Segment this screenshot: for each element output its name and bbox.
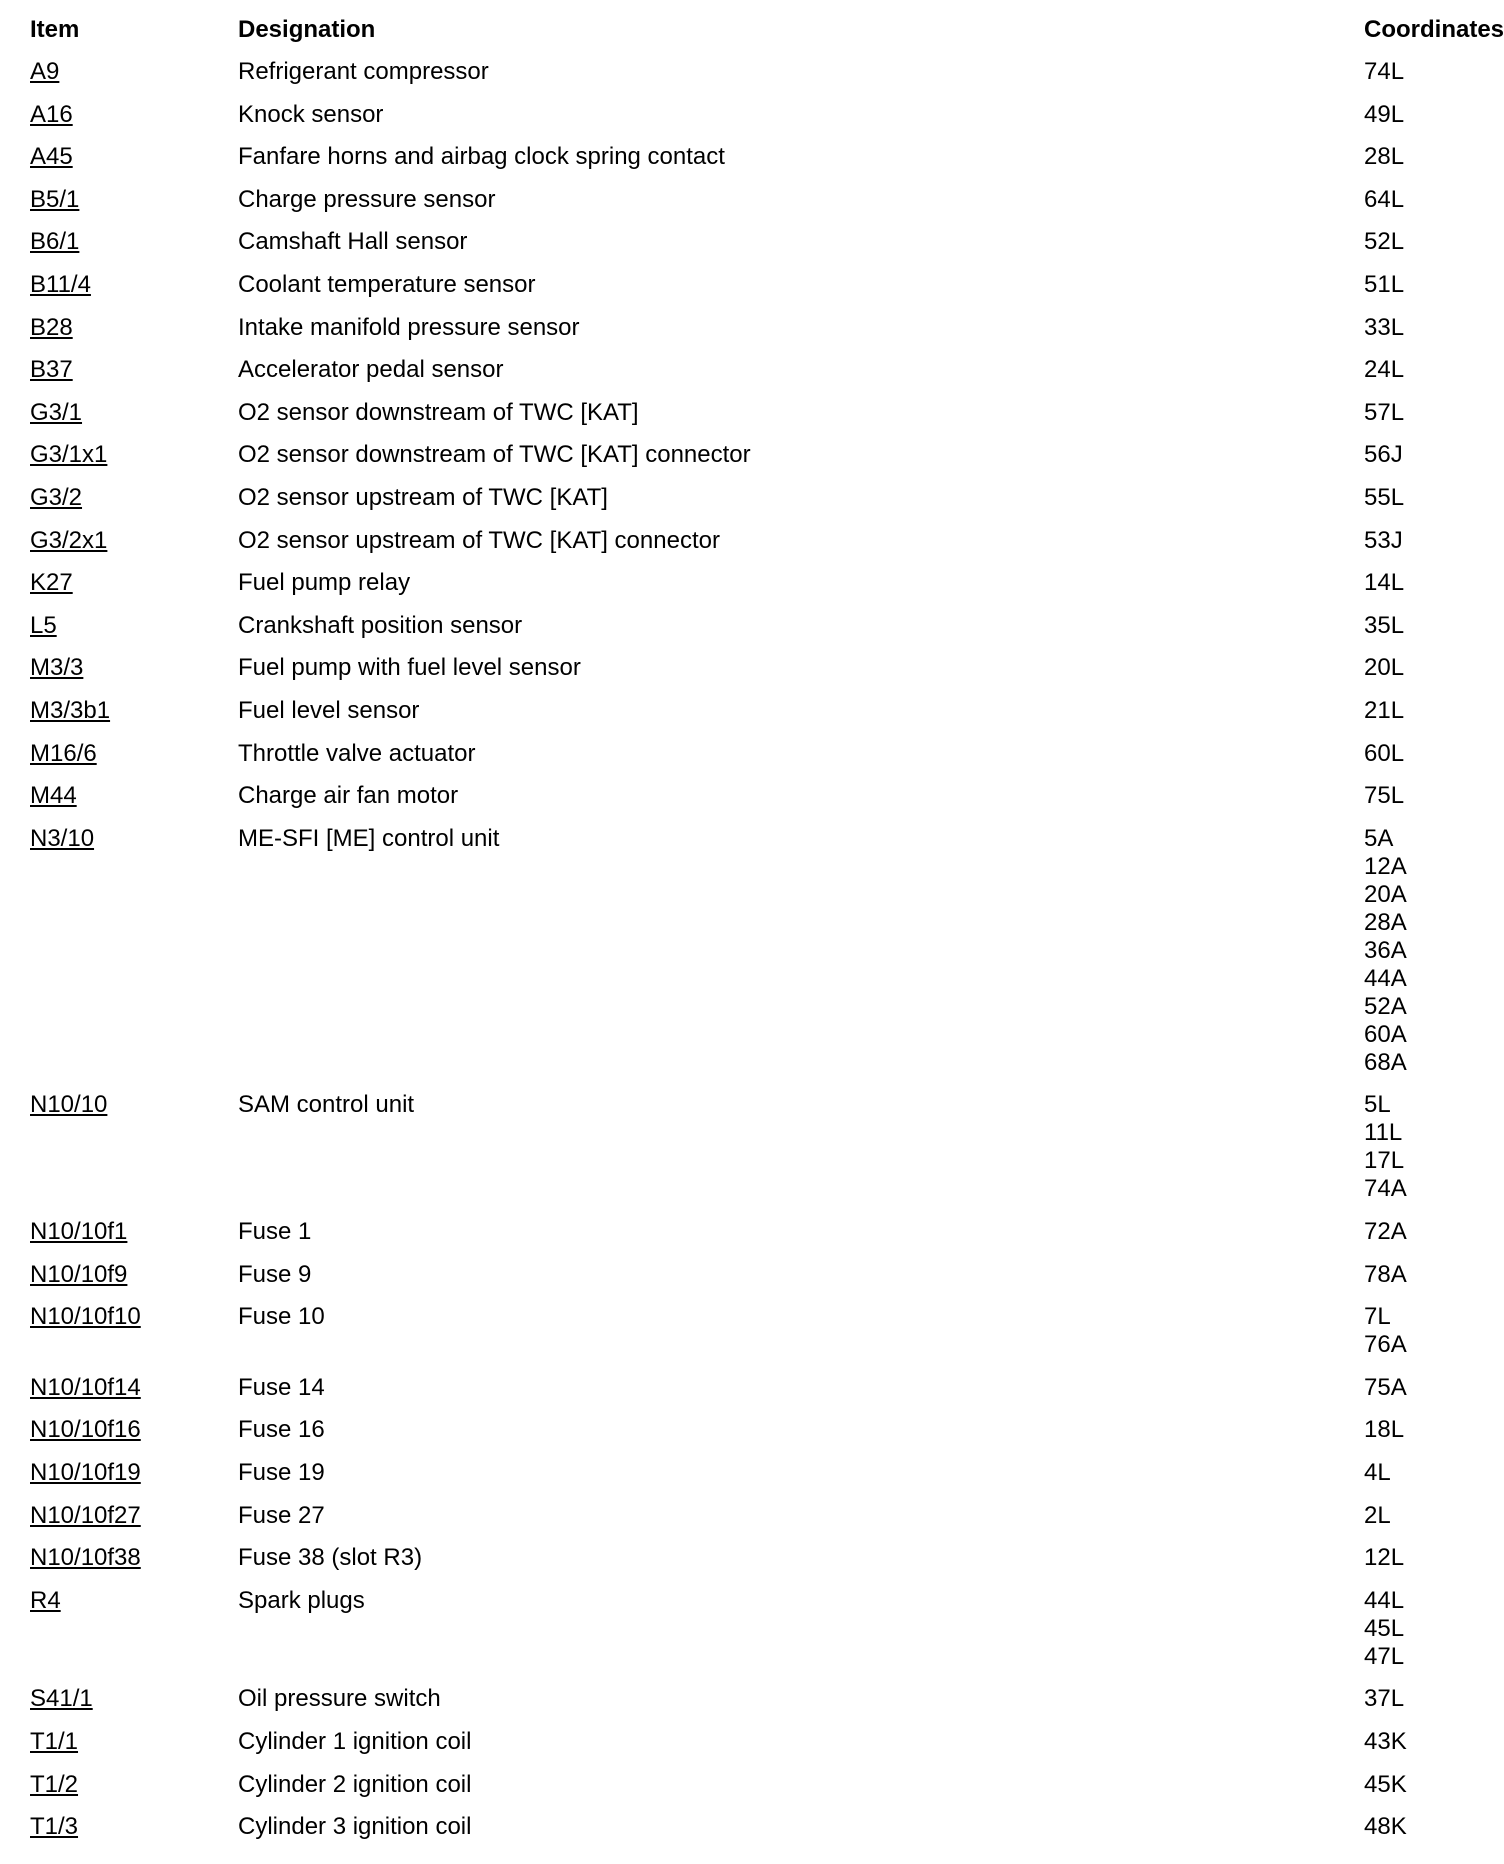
item-link[interactable]: N10/10f10 (30, 1303, 141, 1331)
coordinate-value: 44A (1364, 964, 1407, 992)
coordinate-value: 5A (1364, 824, 1394, 852)
coordinate-value: 20L (1364, 654, 1405, 682)
designation-text: Fuel pump with fuel level sensor (238, 654, 581, 682)
item-link[interactable]: R4 (30, 1586, 61, 1614)
coordinate-cell (1364, 612, 1404, 640)
designation-text: Cylinder 1 ignition coil (238, 1728, 472, 1755)
item-link[interactable]: M16/6 (30, 739, 97, 767)
coordinate-value: 64L (1364, 185, 1405, 213)
designation-text: Crankshaft position sensor (238, 611, 523, 639)
coordinate-value: 20A (1364, 880, 1407, 908)
coordinate-value: 28L (1364, 143, 1405, 171)
designation-text: O2 sensor downstream of TWC [KAT] connector (238, 441, 751, 469)
designation-text: Fuse 27 (238, 1501, 325, 1529)
coordinate-cell (1364, 697, 1404, 725)
coordinate-value: 21L (1364, 697, 1405, 724)
coordinate-value: 11L (1364, 1119, 1403, 1147)
item-link[interactable]: N10/10f16 (30, 1416, 141, 1444)
designation-text: Refrigerant compressor (238, 58, 489, 85)
item-link[interactable]: B28 (30, 313, 73, 341)
coordinate-cell (1364, 569, 1404, 597)
item-link[interactable]: S41/1 (30, 1685, 93, 1713)
item-link[interactable]: G3/2 (30, 484, 83, 511)
coordinate-value: 35L (1364, 611, 1405, 639)
designation-text: Fuse 19 (238, 1459, 325, 1486)
designation-text: Knock sensor (238, 100, 384, 128)
item-link[interactable]: B11/4 (30, 271, 91, 298)
coordinate-value: 18L (1364, 1416, 1405, 1444)
designation-text: Camshaft Hall sensor (238, 228, 468, 256)
coordinate-cell (1364, 1459, 1391, 1487)
coordinate-value: 5L (1364, 1091, 1391, 1119)
designation-text: Coolant temperature sensor (238, 271, 536, 298)
coordinate-cell (1364, 1091, 1407, 1203)
coordinate-cell (1364, 1771, 1407, 1799)
designation-text: Cylinder 3 ignition coil (238, 1813, 472, 1841)
coordinate-value: 12A (1364, 852, 1407, 880)
coordinate-value: 17L (1364, 1147, 1405, 1175)
item-link[interactable]: L5 (30, 611, 57, 639)
coordinate-value: 78A (1364, 1260, 1407, 1288)
designation-text: Fuse 16 (238, 1416, 325, 1444)
coordinate-cell (1364, 314, 1404, 342)
coordinate-cell (1364, 58, 1404, 86)
coordinate-value: 52L (1364, 228, 1405, 256)
coordinate-value: 48K (1364, 1813, 1407, 1841)
item-link[interactable]: B5/1 (30, 185, 80, 213)
coordinate-cell (1364, 1261, 1407, 1289)
coordinate-cell (1364, 101, 1404, 129)
item-link[interactable]: N10/10f14 (30, 1373, 141, 1401)
item-link[interactable]: N10/10f1 (30, 1218, 128, 1245)
coordinate-cell (1364, 654, 1404, 682)
designation-text: Charge air fan motor (238, 782, 459, 810)
item-link[interactable]: N10/10 (30, 1091, 108, 1119)
designation-text: O2 sensor upstream of TWC [KAT] connector (238, 526, 720, 554)
designation-text: Fuel level sensor (238, 697, 420, 724)
item-link[interactable]: G3/1x1 (30, 441, 108, 469)
coordinate-value: 36A (1364, 936, 1407, 964)
item-link[interactable]: N3/10 (30, 824, 95, 852)
designation-text: O2 sensor downstream of TWC [KAT] (238, 398, 639, 426)
designation-text: Fuse 9 (238, 1260, 312, 1288)
coordinate-cell (1364, 527, 1403, 555)
item-link[interactable]: M3/3b1 (30, 697, 111, 724)
designation-text: Fuse 38 (slot R3) (238, 1544, 423, 1572)
coordinate-cell (1364, 271, 1404, 299)
designation-text: Fuse 14 (238, 1373, 325, 1401)
designation-text: Fuel pump relay (238, 569, 411, 597)
designation-text: Fuse 1 (238, 1218, 312, 1245)
designation-text: Accelerator pedal sensor (238, 356, 504, 384)
coordinate-value: 52A (1364, 992, 1407, 1020)
coordinate-cell (1364, 1218, 1407, 1246)
item-link[interactable]: M44 (30, 782, 77, 810)
coordinate-value: 74A (1364, 1175, 1407, 1203)
coordinate-cell (1364, 1813, 1407, 1841)
coordinate-value: 24L (1364, 356, 1405, 384)
coordinate-value: 76A (1364, 1331, 1407, 1359)
coordinate-value: 53J (1364, 526, 1403, 554)
item-link[interactable]: N10/10f9 (30, 1260, 128, 1288)
coordinate-value: 68A (1364, 1048, 1407, 1076)
designation-text: Throttle valve actuator (238, 739, 476, 767)
coordinate-value: 51L (1364, 271, 1405, 298)
coordinate-value: 57L (1364, 398, 1405, 426)
coordinate-value: 28A (1364, 908, 1407, 936)
coordinate-value: 74L (1364, 58, 1405, 85)
item-link[interactable]: B37 (30, 356, 73, 384)
header-item: Item (30, 16, 80, 43)
coordinate-value: 45L (1364, 1614, 1405, 1642)
designation-text: Spark plugs (238, 1586, 365, 1614)
coordinate-value: 4L (1364, 1459, 1391, 1486)
item-link[interactable]: T1/1 (30, 1728, 79, 1755)
coordinate-value: 72A (1364, 1218, 1407, 1245)
coordinate-value: 37L (1364, 1685, 1405, 1713)
designation-text: Fanfare horns and airbag clock spring contact (238, 143, 725, 171)
coordinate-cell (1364, 782, 1404, 810)
designation-text: Cylinder 2 ignition coil (238, 1770, 472, 1798)
coordinate-cell (1364, 441, 1403, 469)
coordinate-value: 43K (1364, 1728, 1407, 1755)
coordinate-cell (1364, 143, 1404, 171)
designation-text: O2 sensor upstream of TWC [KAT] (238, 484, 608, 511)
item-link[interactable]: N10/10f19 (30, 1459, 141, 1486)
item-link[interactable]: G3/2x1 (30, 526, 108, 554)
designation-text: Fuse 10 (238, 1303, 325, 1331)
header-coordinates: Coordinates (1364, 16, 1504, 43)
coordinate-value: 14L (1364, 569, 1405, 597)
coordinate-value: 75L (1364, 782, 1405, 810)
coordinate-value: 75A (1364, 1373, 1407, 1401)
coordinate-value: 55L (1364, 484, 1405, 511)
coordinate-cell (1364, 1728, 1407, 1756)
item-link[interactable]: T1/2 (30, 1770, 79, 1798)
coordinate-value: 12L (1364, 1544, 1405, 1572)
item-link[interactable]: K27 (30, 569, 73, 597)
item-link[interactable]: N10/10f38 (30, 1544, 141, 1572)
item-link[interactable]: N10/10f27 (30, 1501, 141, 1529)
item-link[interactable]: T1/3 (30, 1813, 79, 1841)
coordinate-cell (1364, 1544, 1404, 1572)
coordinate-value: 60L (1364, 739, 1405, 767)
coordinate-cell (1364, 1685, 1404, 1713)
coordinate-value: 33L (1364, 313, 1405, 341)
item-link[interactable]: M3/3 (30, 654, 84, 682)
designation-text: Intake manifold pressure sensor (238, 313, 580, 341)
designation-text: Charge pressure sensor (238, 185, 496, 213)
coordinate-cell (1364, 356, 1404, 384)
item-link[interactable]: A9 (30, 58, 60, 85)
coordinate-cell (1364, 1587, 1404, 1671)
designation-text: ME-SFI [ME] control unit (238, 824, 500, 852)
coordinate-cell (1364, 1303, 1407, 1359)
designation-text: Oil pressure switch (238, 1685, 441, 1713)
coordinate-value: 47L (1364, 1642, 1405, 1670)
header-designation: Designation (238, 16, 376, 43)
coordinate-value: 49L (1364, 100, 1405, 128)
item-link[interactable]: G3/1 (30, 398, 83, 426)
coordinate-cell (1364, 399, 1404, 427)
coordinate-cell (1364, 1502, 1391, 1530)
coordinate-cell (1364, 1374, 1407, 1402)
designation-text: SAM control unit (238, 1091, 415, 1119)
coordinate-value: 44L (1364, 1586, 1405, 1614)
coordinate-value: 60A (1364, 1020, 1407, 1048)
coordinate-cell (1364, 186, 1404, 214)
coordinate-cell (1364, 484, 1404, 512)
item-link[interactable]: A16 (30, 100, 73, 128)
coordinate-cell (1364, 740, 1404, 768)
coordinate-value: 45K (1364, 1770, 1407, 1798)
coordinate-value: 7L (1364, 1303, 1391, 1331)
coordinate-cell (1364, 228, 1404, 256)
coordinate-value: 2L (1364, 1501, 1391, 1529)
coordinate-value: 56J (1364, 441, 1403, 469)
coordinate-cell (1364, 825, 1407, 1077)
coordinate-cell (1364, 1416, 1404, 1444)
item-link[interactable]: A45 (30, 143, 73, 171)
item-link[interactable]: B6/1 (30, 228, 80, 256)
